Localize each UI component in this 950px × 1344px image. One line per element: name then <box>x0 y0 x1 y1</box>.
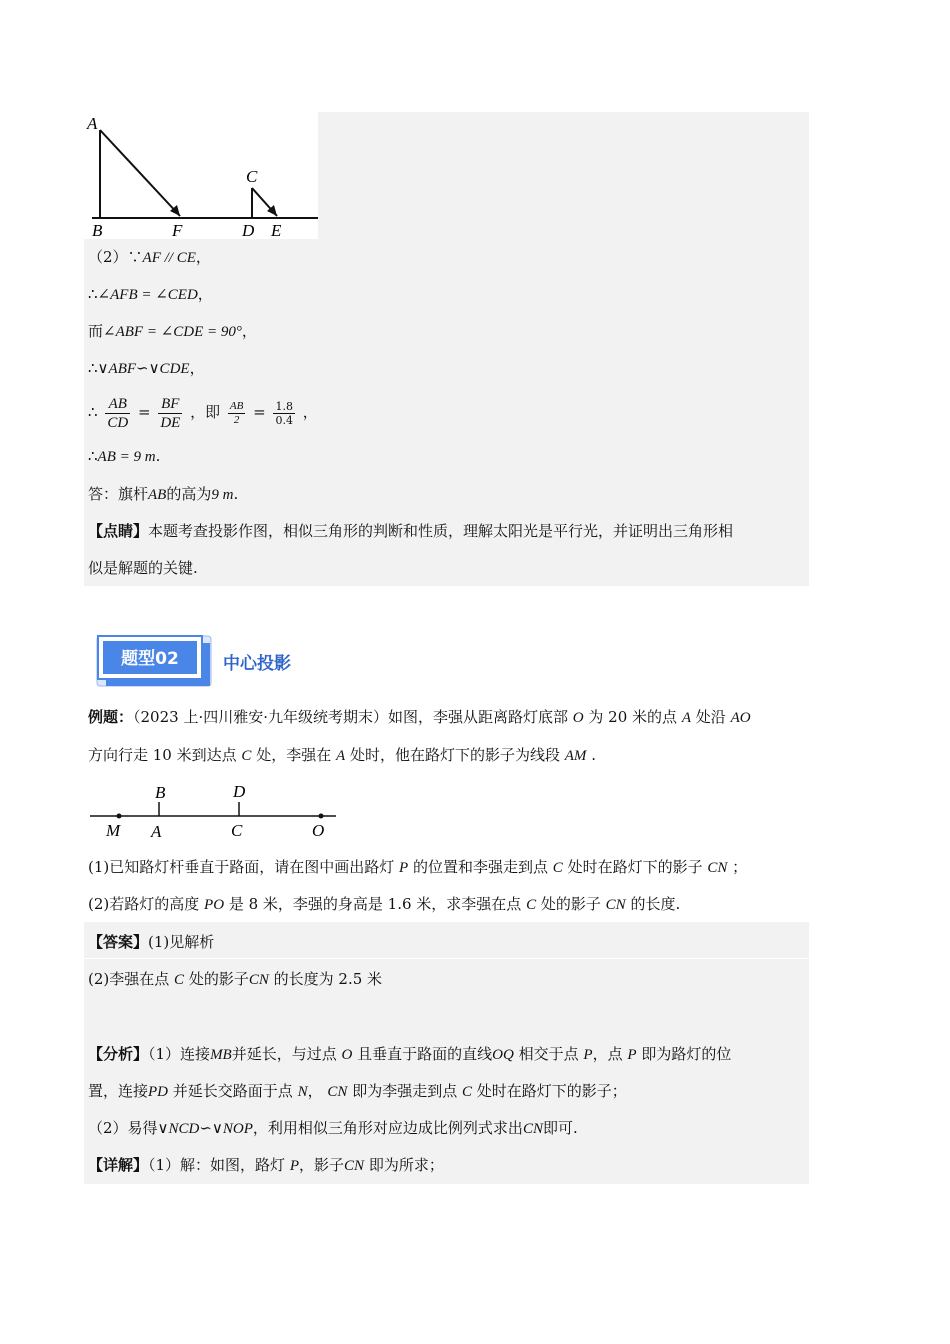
section-tag-badge <box>94 633 214 689</box>
figure-street-lamp-diagram <box>84 780 344 844</box>
answer-line-2: (2)李强在点 C 处的影子CN 的长度为 2.5 米 <box>88 970 383 988</box>
solution-line-6: ∴AB = 9 m. <box>88 447 161 465</box>
solution-line-3: 而∠ABF = ∠CDE = 90°， <box>88 322 257 340</box>
section-tag-text: 题型02 <box>121 649 179 669</box>
label-C2: C <box>231 821 243 840</box>
example-line-1: 例题：（2023 上·四川雅安·九年级统考期末）如图，李强从距离路灯底部 O 为 20 米的点 A 处沿 AO <box>88 708 751 726</box>
section-title: 中心投影 <box>223 654 291 674</box>
solution-answer: 答：旗杆AB的高为9 m. <box>88 485 239 503</box>
example-line-2: 方向行走 10 米到达点 C 处，李强在 A 处时，他在路灯下的影子为线段 AM . <box>88 746 596 764</box>
analysis-line-2: 置，连接PD 并延长交路面于点 N， CN 即为李强走到点 C 处时在路灯下的影子； <box>88 1082 627 1100</box>
solution-line-2: ∴∠AFB = ∠CED， <box>88 285 213 303</box>
fraction-bf-de: $\frac{BF}{DE}$ <box>160 395 181 431</box>
detail-line-1: 【详解】（1）解：如图，路灯 P，影子CN 即为所求； <box>88 1156 444 1174</box>
label-O2: O <box>312 821 325 840</box>
answer-line-1: 【答案】(1)见解析 <box>88 933 215 951</box>
solution-line-5: ∴ $\frac{AB}{CD}$ = $\frac{BF}{DE}$ ，即 $\frac{AB}{2}$ = $\frac{1.8}{0.4}$ ， <box>88 395 318 431</box>
label-E: E <box>271 221 282 239</box>
solution-line-1: （2）∵AF // CE， <box>88 248 211 266</box>
label-A2: A <box>151 822 162 841</box>
answer-divider <box>84 958 809 959</box>
label-D: D <box>242 221 255 239</box>
solution-line-4: ∴∨ABF∽∨CDE， <box>88 359 205 377</box>
label-D2: D <box>233 782 246 801</box>
comment-line-1: 【点睛】本题考查投影作图，相似三角形的判断和性质，理解太阳光是平行光，并证明出三角形相 <box>88 522 734 540</box>
comment-line-2: 似是解题的关键. <box>88 559 198 577</box>
label-A: A <box>87 114 98 133</box>
question-1: (1)已知路灯杆垂直于路面，请在图中画出路灯 P 的位置和李强走到点 C 处时在路灯下的影子 CN ； <box>88 858 748 876</box>
fraction-18-04: $\frac{1.8}{0.4}$ <box>275 399 293 427</box>
label-B: B <box>92 221 103 239</box>
label-C: C <box>246 167 258 186</box>
fraction-ab-2: $\frac{AB}{2}$ <box>229 399 244 426</box>
question-2: (2)若路灯的高度 PO 是 8 米，李强的身高是 1.6 米，求李强在点 C 处的影子 CN 的长度. <box>88 895 681 913</box>
analysis-line-1: 【分析】（1）连接MB并延长，与过点 O 且垂直于路面的直线OQ 相交于点 P，点 P 即为路灯的位 <box>88 1045 732 1063</box>
label-B2: B <box>155 783 166 802</box>
label-M2: M <box>106 821 121 840</box>
analysis-line-3: （2）易得∨NCD∽∨NOP，利用相似三角形对应边成比例列式求出CN即可. <box>88 1119 578 1137</box>
label-F: F <box>172 221 183 239</box>
fraction-ab-cd: $\frac{AB}{CD}$ <box>107 395 129 431</box>
figure-shadow-diagram <box>84 112 318 239</box>
